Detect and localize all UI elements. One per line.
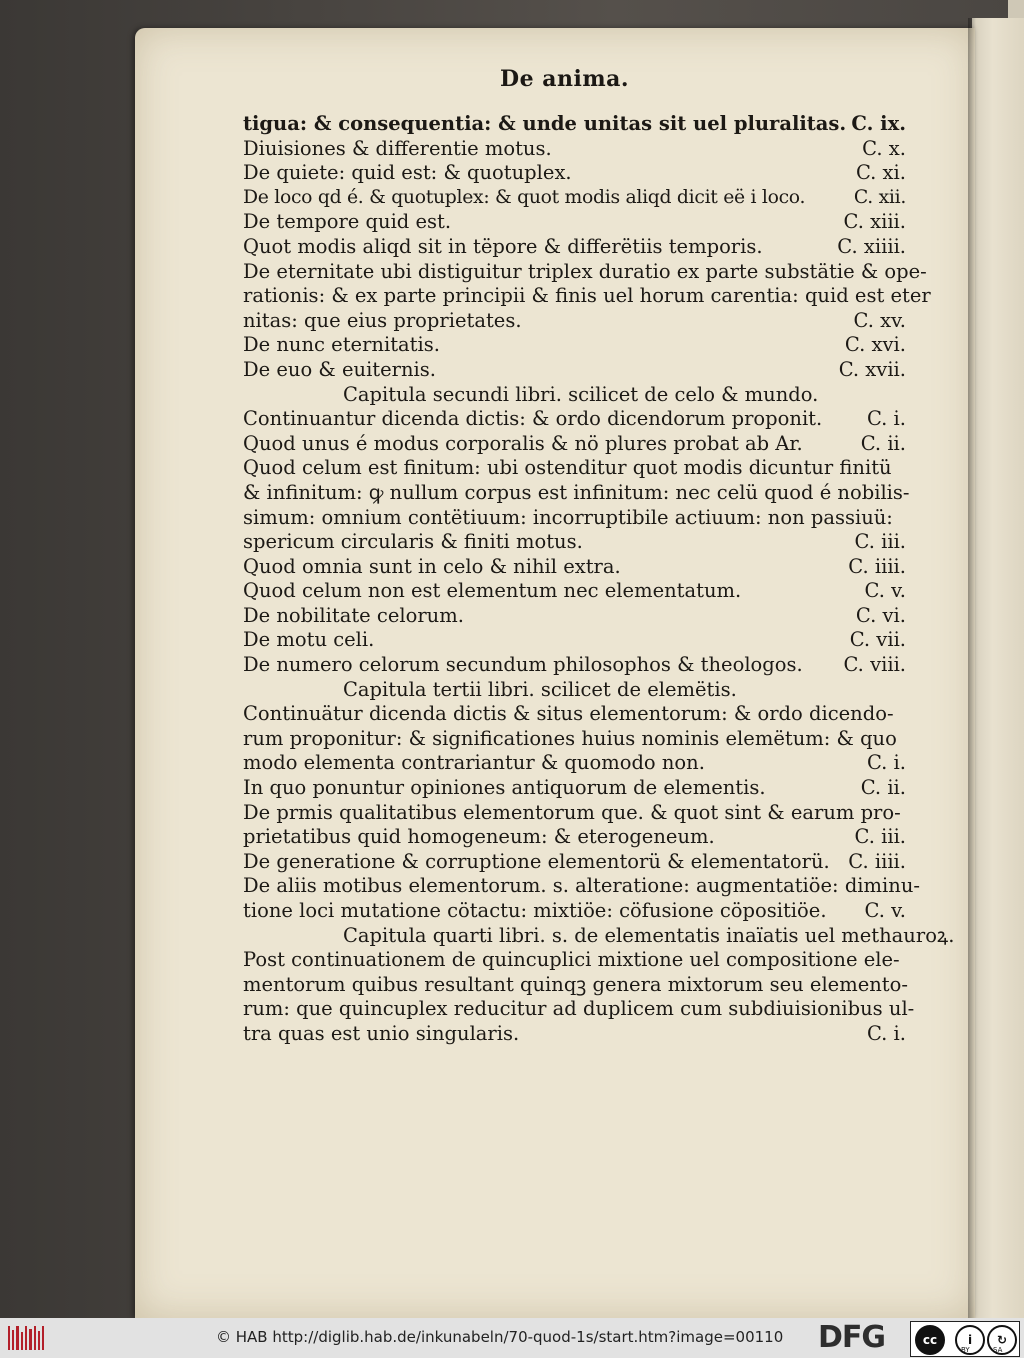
chapter-number: C. xv. xyxy=(853,308,906,332)
toc-line xyxy=(243,555,906,580)
entry-text: De motu celi. xyxy=(243,628,375,652)
toc-line xyxy=(243,309,906,334)
entry-text: Continuantur dicenda dictis: & ordo dicendorum proponit. xyxy=(243,407,823,431)
entry-text: De aliis motibus elementorum. s. alteratione: augmentatiöe: diminu- xyxy=(243,874,920,898)
cc-by-label: BY xyxy=(961,1346,970,1354)
entry-text: rationis: & ex parte principii & finis uel horum carentia: quid est eter xyxy=(243,284,931,308)
table-of-contents xyxy=(243,112,955,1047)
entry-text: De generatione & corruptione elementorü & elementatorü. xyxy=(243,849,830,873)
toc-line xyxy=(243,112,906,137)
entry-text: & infinitum: ꝙ nullum corpus est infinitum: nec celü quod é nobilis- xyxy=(243,480,910,504)
cc-license-badge[interactable] xyxy=(910,1321,1020,1357)
entry-text: rum proponitur: & significationes huius nominis elemëtum: & quo xyxy=(243,726,897,750)
cc-sa-label: SA xyxy=(993,1346,1003,1354)
toc-line xyxy=(243,825,906,850)
toc-line xyxy=(243,1022,906,1047)
chapter-number: C. xii. xyxy=(853,186,906,208)
entry-text: tra quas est unio singularis. xyxy=(243,1021,520,1045)
toc-line xyxy=(243,604,906,629)
toc-line xyxy=(243,751,906,776)
entry-text: spericum circularis & finiti motus. xyxy=(243,530,583,554)
chapter-number: C. xiii. xyxy=(843,210,906,234)
toc-line xyxy=(243,776,906,801)
toc-line xyxy=(243,456,906,481)
chapter-number: C. ix. xyxy=(851,112,906,135)
entry-text: De nunc eternitatis. xyxy=(243,333,440,357)
chapter-number: C. ii. xyxy=(860,431,906,455)
entry-text: tigua: & consequentia: & unde unitas sit uel pluralitas. xyxy=(243,112,847,135)
chapter-number: C. i. xyxy=(866,1021,906,1045)
entry-text: Capitula quarti libri. s. de elementatis inaïatis uel methauroꝝ. xyxy=(343,923,955,947)
hab-barcode-logo-icon xyxy=(6,1324,46,1352)
toc-line xyxy=(243,653,906,678)
facing-page-edge xyxy=(972,18,1024,1318)
toc-line xyxy=(243,137,906,162)
person-icon: i xyxy=(955,1325,985,1355)
chapter-number: C. x. xyxy=(862,136,906,160)
toc-line xyxy=(243,727,906,752)
toc-line xyxy=(243,210,906,235)
toc-line xyxy=(243,801,906,826)
chapter-number: C. i. xyxy=(866,407,906,431)
section-heading xyxy=(243,383,906,408)
chapter-number: C. iii. xyxy=(854,530,906,554)
chapter-number: C. viii. xyxy=(843,653,906,677)
entry-text: modo elementa contrariantur & quomodo non. xyxy=(243,751,705,775)
entry-text: De tempore quid est. xyxy=(243,210,452,234)
toc-line xyxy=(243,235,906,260)
chapter-number: C. vii. xyxy=(849,628,906,652)
chapter-number: C. xiiii. xyxy=(837,234,906,258)
toc-line xyxy=(243,284,931,309)
toc-line xyxy=(243,874,920,899)
chapter-number: C. xvii. xyxy=(838,357,906,381)
entry-text: Quod celum non est elementum nec elementatum. xyxy=(243,579,742,603)
toc-line xyxy=(243,579,906,604)
section-heading xyxy=(243,678,906,703)
chapter-number: C. xi. xyxy=(855,161,906,185)
toc-line xyxy=(243,530,906,555)
toc-line xyxy=(243,973,906,998)
toc-line xyxy=(243,161,906,186)
toc-line xyxy=(243,259,927,285)
entry-text: Capitula tertii libri. scilicet de elemëtis. xyxy=(343,677,737,701)
corner-tab xyxy=(1008,0,1024,18)
chapter-number: C. iii. xyxy=(854,825,906,849)
entry-text: Quod unus é modus corporalis & nö plures probat ab Ar. xyxy=(243,431,803,455)
toc-line xyxy=(243,506,906,531)
chapter-number: C. i. xyxy=(866,751,906,775)
entry-text: Capitula secundi libri. scilicet de celo & mundo. xyxy=(343,382,819,406)
toc-line xyxy=(243,628,906,653)
toc-line xyxy=(243,358,906,383)
entry-text: Quot modis aliqd sit in tëpore & differëtiis temporis. xyxy=(243,234,763,258)
section-heading xyxy=(243,923,955,949)
entry-text: Quod celum est finitum: ubi ostenditur quot modis dicuntur finitü xyxy=(243,456,892,480)
toc-line xyxy=(243,702,906,727)
entry-text: De numero celorum secundum philosophos & theologos. xyxy=(243,653,803,677)
entry-text: simum: omnium contëtiuum: incorruptibile actiuum: non passiuü: xyxy=(243,505,893,529)
entry-text: Post continuationem de quincuplici mixtione uel compositione ele- xyxy=(243,948,900,972)
chapter-number: C. iiii. xyxy=(848,554,906,578)
dfg-logo: DFG xyxy=(818,1320,886,1355)
chapter-number: C. xvi. xyxy=(844,333,906,357)
entry-text: De loco qd é. & quotuplex: & quot modis aliqd dicit eë i loco. xyxy=(243,186,806,208)
toc-line xyxy=(243,948,906,973)
entry-text: rum: que quincuplex reducitur ad duplicem cum subdiuisionibus ul- xyxy=(243,997,915,1021)
entry-text: prietatibus quid homogeneum: & eterogeneum. xyxy=(243,825,715,849)
entry-text: De euo & euiternis. xyxy=(243,357,437,381)
entry-text: tione loci mutatione cötactu: mixtiöe: cöfusione cöpositiöe. xyxy=(243,899,827,922)
toc-line xyxy=(243,432,906,457)
entry-text: De quiete: quid est: & quotuplex. xyxy=(243,161,572,185)
toc-line xyxy=(243,850,906,875)
entry-text: Diuisiones & differentie motus. xyxy=(243,136,552,160)
chapter-number: C. v. xyxy=(864,899,906,922)
toc-line xyxy=(243,997,915,1022)
entry-text: nitas: que eius proprietates. xyxy=(243,308,522,332)
entry-text: In quo ponuntur opiniones antiquorum de elementis. xyxy=(243,776,766,800)
chapter-number: C. v. xyxy=(864,579,906,603)
running-head: De anima. xyxy=(500,66,630,92)
cc-icon: cc xyxy=(915,1325,945,1355)
entry-text: De prmis qualitatibus elementorum que. & quot sint & earum pro- xyxy=(243,800,901,824)
chapter-number: C. vi. xyxy=(855,603,906,627)
share-alike-icon: ↻ xyxy=(987,1325,1017,1355)
toc-line xyxy=(243,333,906,358)
entry-text: Continuätur dicenda dictis & situs elementorum: & ordo dicendo- xyxy=(243,702,894,726)
chapter-number: C. ii. xyxy=(860,776,906,800)
entry-text: mentorum quibus resultant quinqꝫ genera mixtorum seu elemento- xyxy=(243,972,908,996)
entry-text: De nobilitate celorum. xyxy=(243,603,464,627)
toc-line xyxy=(243,407,906,432)
entry-text: De eternitate ubi distiguitur triplex duratio ex parte substätie & ope- xyxy=(243,259,927,283)
toc-line xyxy=(243,480,910,506)
page-fold-shadow xyxy=(968,18,976,1318)
toc-line xyxy=(243,186,906,211)
toc-line xyxy=(243,899,906,924)
entry-text: Quod omnia sunt in celo & nihil extra. xyxy=(243,554,621,578)
copyright-url[interactable]: © HAB http://diglib.hab.de/inkunabeln/70-quod-1s/start.htm?image=00110 xyxy=(216,1328,784,1346)
chapter-number: C. iiii. xyxy=(848,849,906,873)
